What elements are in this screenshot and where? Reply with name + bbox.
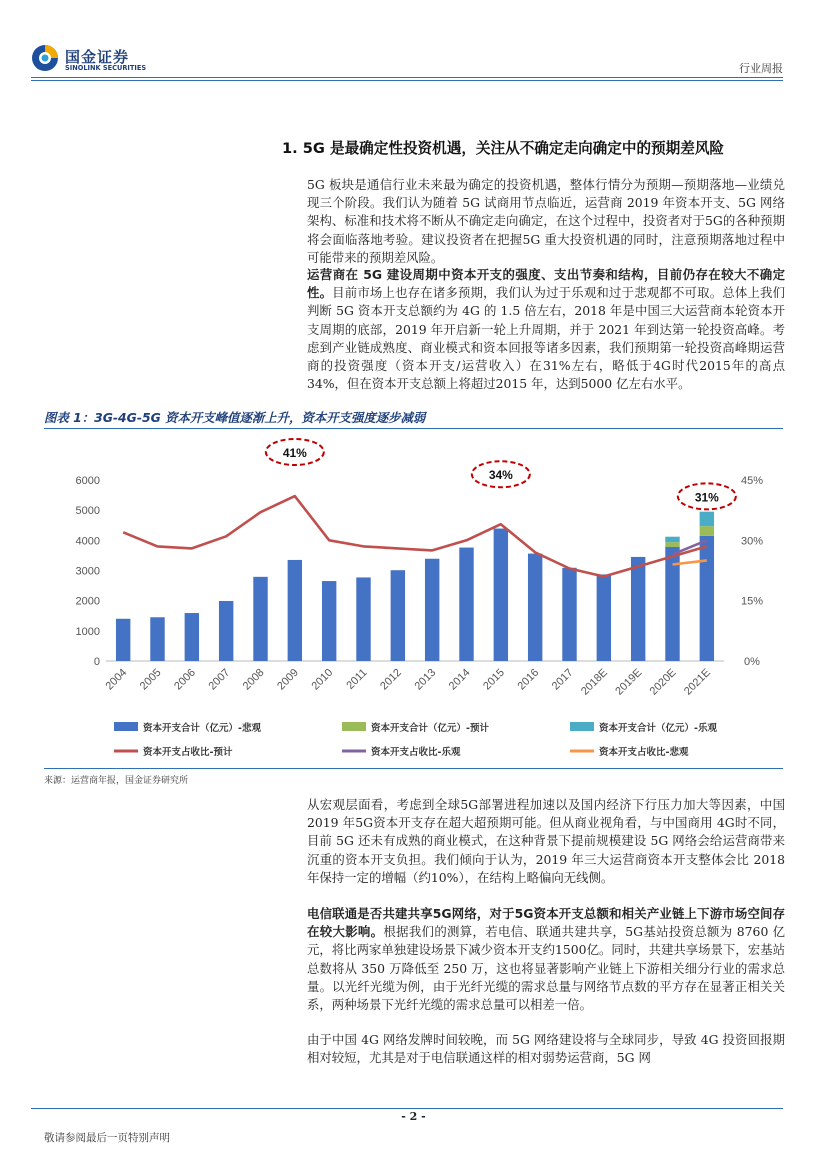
right-axis-tick-label: 0%	[744, 656, 760, 668]
annotation-label: 31%	[694, 490, 719, 505]
legend-label: 资本开支占收比-乐观	[371, 747, 461, 758]
x-tick-label: 2017	[549, 666, 576, 693]
legend-swatch	[570, 722, 594, 731]
capex-chart	[44, 430, 783, 765]
paragraph-4	[307, 905, 785, 1014]
x-tick-label: 2013	[412, 666, 439, 693]
legend-label: 资本开支合计（亿元）-乐观	[599, 723, 717, 734]
bar-mark	[665, 537, 679, 542]
paragraph-4-body: 根据我们的测算，若电信、联通共建共享，5G基站投资总额为 8760 亿元，将比两家单独建设场景下减少资本开支约1500亿。同时，共建共享场景下，宏基站总数将从 350 万降低至 250 万，这也将显著影响产业链上下游相关细分行业的需求总量。以光纤光缆为例，由于光纤光缆的需求总量与网络节点数的平方存在显著正相关关系，两种场景下光纤光缆的需求总量可以相差一倍。	[307, 924, 785, 1013]
footer-disclaimer: 敬请参阅最后一页特别声明	[44, 1132, 170, 1144]
bar-mark	[288, 560, 302, 661]
x-tick-label: 2018E	[578, 666, 610, 698]
bar-mark	[528, 554, 542, 661]
document-type: 行业周报	[739, 62, 783, 75]
bar-mark	[219, 601, 233, 661]
footer-rule	[31, 1108, 783, 1109]
paragraph-2	[307, 266, 785, 393]
bar-mark	[562, 568, 576, 661]
bar-mark	[425, 559, 439, 661]
section-title: 1. 5G 是最确定性投资机遇，关注从不确定走向确定中的预期差风险	[282, 140, 725, 157]
x-tick-label: 2011	[344, 666, 370, 692]
x-tick-label: 2016	[515, 666, 542, 693]
bar-mark	[185, 613, 199, 661]
x-tick-label: 2006	[172, 666, 198, 693]
x-tick-label: 2009	[275, 666, 301, 693]
paragraph-2-body: 目前市场上也存在诸多预期，我们认为过于乐观和过于悲观都不可取。总体上我们判断 5G 资本开支总额约为 4G 的 1.5 倍左右，2018 年是中国三大运营商本轮资本开支周期的底部，2019 年开启新一轮上升周期，并于 2021 年到达第一轮投资高峰。考虑到产业链成熟度、商业模式和资本回报等诸多因素，我们预期第一轮投资高峰期运营商的投资强度（资本开支/运营收入）在31%左右，略低于4G时代2015年的高点34%，但在资本开支总额上将超过2015 年，达到5000 亿左右水平。	[307, 285, 786, 392]
bar-mark	[150, 617, 164, 661]
paragraph-2-lead: 运营商在 5G 建设周期中资本开支的强度、支出节奏和结构，目前仍存在较大不确定性。	[307, 267, 785, 301]
header-rule	[31, 77, 783, 78]
x-tick-label: 2007	[206, 666, 233, 693]
paragraph-5: 由于中国 4G 网络发牌时间较晚，而 5G 网络建设将与全球同步，导致 4G 投资回报期相对较短，尤其是对于电信联通这样的相对弱势运营商，5G 网	[307, 1032, 785, 1066]
legend-label: 资本开支占收比-预计	[143, 747, 233, 758]
x-tick-label: 2015	[481, 666, 507, 693]
x-tick-label: 2021E	[681, 666, 713, 698]
x-tick-label: 2014	[446, 666, 473, 693]
left-axis-tick-label: 3000	[75, 565, 100, 578]
legend-label: 资本开支合计（亿元）-预计	[371, 723, 489, 734]
logo-text-en: SINOLINK SECURITIES	[65, 64, 147, 72]
bar-mark	[631, 557, 645, 661]
figure-top-rule	[44, 428, 783, 429]
figure-title: 图表 1：3G-4G-5G 资本开支峰值逐渐上升，资本开支强度逐步减弱	[44, 410, 426, 425]
page-number: - 2 -	[401, 1110, 426, 1123]
left-axis-tick-label: 0	[93, 656, 100, 668]
bar-mark	[700, 536, 714, 661]
bar-mark	[665, 542, 679, 547]
bar-mark	[700, 526, 714, 536]
legend-label: 资本开支占收比-悲观	[599, 747, 689, 758]
bar-mark	[391, 570, 405, 661]
header-rule-secondary	[31, 80, 783, 81]
right-axis-tick-label: 30%	[740, 535, 764, 548]
x-tick-label: 2019E	[613, 666, 645, 698]
figure-bottom-rule	[44, 768, 783, 769]
legend-label: 资本开支合计（亿元）-悲观	[143, 723, 261, 734]
bar-mark	[116, 619, 130, 661]
company-logo	[31, 44, 171, 74]
x-tick-label: 2020E	[647, 666, 679, 698]
bar-mark	[322, 581, 336, 661]
left-axis-tick-label: 4000	[75, 535, 100, 548]
annotation-label: 34%	[488, 468, 513, 483]
bar-mark	[700, 512, 714, 526]
left-axis-tick-label: 5000	[75, 505, 100, 518]
logo-text-cn: 国金证券	[65, 48, 130, 66]
x-tick-label: 2012	[378, 666, 404, 693]
bar-mark	[253, 577, 267, 661]
bar-mark	[356, 577, 370, 661]
x-tick-label: 2008	[240, 666, 267, 693]
x-tick-label: 2005	[137, 666, 164, 693]
bar-mark	[459, 548, 473, 661]
paragraph-3: 从宏观层面看，考虑到全球5G部署进程加速以及国内经济下行压力加大等因素，中国2019 年5G资本开支存在超大超预期可能。但从商业视角看，与中国商用 4G时不同，目前 5G 还未有成熟的商业模式，在这种背景下提前规模建设 5G 网络会给运营商带来沉重的资本开支负担。我们倾向于认为，2019 年三大运营商资本开支整体会比 2018 年保持一定的增幅（约10%），在结构上略偏向无线侧。	[307, 797, 785, 885]
bar-mark	[597, 574, 611, 661]
logo-mark-icon	[31, 44, 59, 72]
figure-source: 来源：运营商年报，国金证券研究所	[44, 776, 189, 786]
annotation-label: 41%	[282, 446, 307, 460]
bar-mark	[494, 529, 508, 661]
paragraph-1: 5G 板块是通信行业未来最为确定的投资机遇，整体行情分为预期—预期落地—业绩兑现三个阶段。我们认为随着 5G 试商用节点临近，运营商 2019 年资本开支、5G 网络架构、标准和技术将不断从不确定走向确定，在这个过程中，投资者对于5G的各种预期将会面临落地考验。建议投资者在把握5G 重大投资机遇的同时，注意预期落地过程中可能带来的预期差风险。	[307, 177, 785, 265]
legend-swatch	[114, 722, 138, 731]
left-axis-tick-label: 1000	[75, 625, 100, 638]
left-axis-tick-label: 6000	[75, 475, 100, 487]
right-axis-tick-label: 15%	[740, 595, 764, 608]
legend-swatch	[342, 722, 366, 731]
right-axis-tick-label: 45%	[740, 475, 764, 487]
paragraph-4-lead: 电信联通是否共建共享5G网络，对于5G资本开支总额和相关产业链上下游市场空间存在较大影响。	[307, 906, 785, 940]
x-tick-label: 2004	[103, 666, 130, 693]
x-tick-label: 2010	[309, 666, 336, 693]
series-line	[123, 496, 707, 576]
left-axis-tick-label: 2000	[75, 595, 100, 608]
